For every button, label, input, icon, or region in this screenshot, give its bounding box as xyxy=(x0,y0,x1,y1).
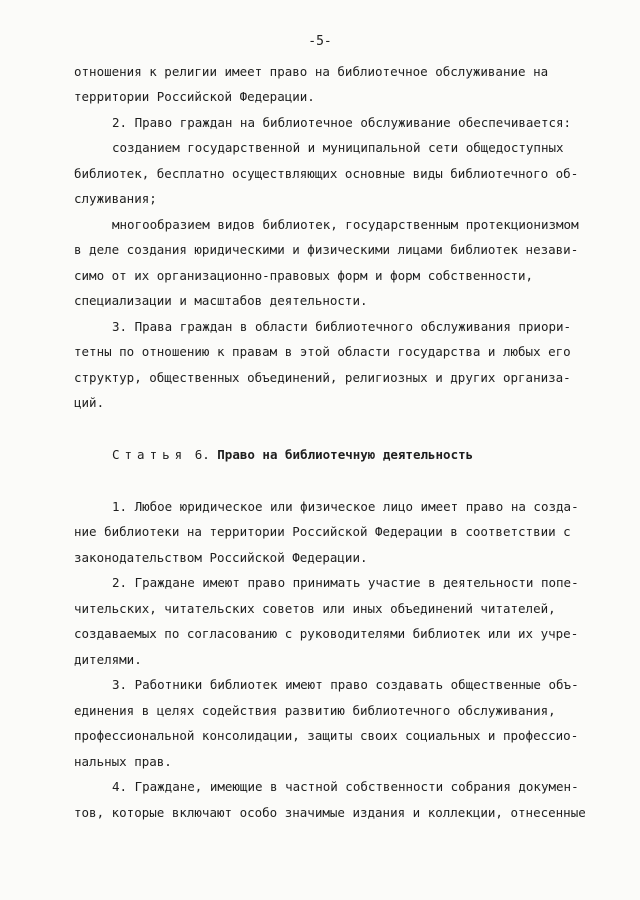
text-line: территории Российской Федерации. xyxy=(74,89,315,104)
text-line: отношения к религии имеет право на библиотечное обслуживание на xyxy=(74,64,549,79)
text-line: законодательством Российской Федерации. xyxy=(74,550,368,565)
text-line: 4. Граждане, имеющие в частной собственности собрания докумен- xyxy=(112,779,579,794)
text-line: 2. Граждане имеют право принимать участие в деятельности попе- xyxy=(112,575,579,590)
article-title: Право на библиотечную деятельность xyxy=(217,447,474,462)
text-line: 1. Любое юридическое или физическое лицо имеет право на созда- xyxy=(112,499,579,514)
article-number: 6. xyxy=(194,447,210,462)
text-line: тов, которые включают особо значимые издания и коллекции, отнесенные xyxy=(74,805,586,820)
text-line: тетны по отношению к правам в этой области государства и любых его xyxy=(74,344,571,359)
text-line: структур, общественных объединений, религиозных и других организа- xyxy=(74,370,571,385)
article-heading xyxy=(112,447,473,463)
page-number: -5- xyxy=(308,34,332,49)
text-line: чительских, читательских советов или иных объединений читателей, xyxy=(74,601,556,616)
text-line: библиотек, бесплатно осуществляющих основные виды библиотечного об- xyxy=(74,166,579,181)
text-line: в деле создания юридическими и физическими лицами библиотек незави- xyxy=(74,242,579,257)
text-line: нальных прав. xyxy=(74,754,172,769)
text-line: созданием государственной и муниципальной сети общедоступных xyxy=(112,140,564,155)
text-line: ций. xyxy=(74,395,105,410)
text-line: ние библиотеки на территории Российской Федерации в соответствии с xyxy=(74,524,571,539)
text-line: многообразием видов библиотек, государственным протекционизмом xyxy=(112,217,579,232)
text-line: создаваемых по согласованию с руководителями библиотек или их учре- xyxy=(74,626,579,641)
article-label: Статья xyxy=(112,447,188,462)
text-line: профессиональной консолидации, защиты своих социальных и профессио- xyxy=(74,728,579,743)
text-line: 3. Права граждан в области библиотечного обслуживания приори- xyxy=(112,319,572,334)
text-line: дителями. xyxy=(74,652,142,667)
text-line: симо от их организационно-правовых форм и форм собственности, xyxy=(74,268,534,283)
text-line: служивания; xyxy=(74,191,157,206)
text-line: единения в целях содействия развитию библиотечного обслуживания, xyxy=(74,703,556,718)
text-line: 2. Право граждан на библиотечное обслуживание обеспечивается: xyxy=(112,115,572,130)
text-line: 3. Работники библиотек имеют право создавать общественные объ- xyxy=(112,677,579,692)
text-line: специализации и масштабов деятельности. xyxy=(74,293,368,308)
